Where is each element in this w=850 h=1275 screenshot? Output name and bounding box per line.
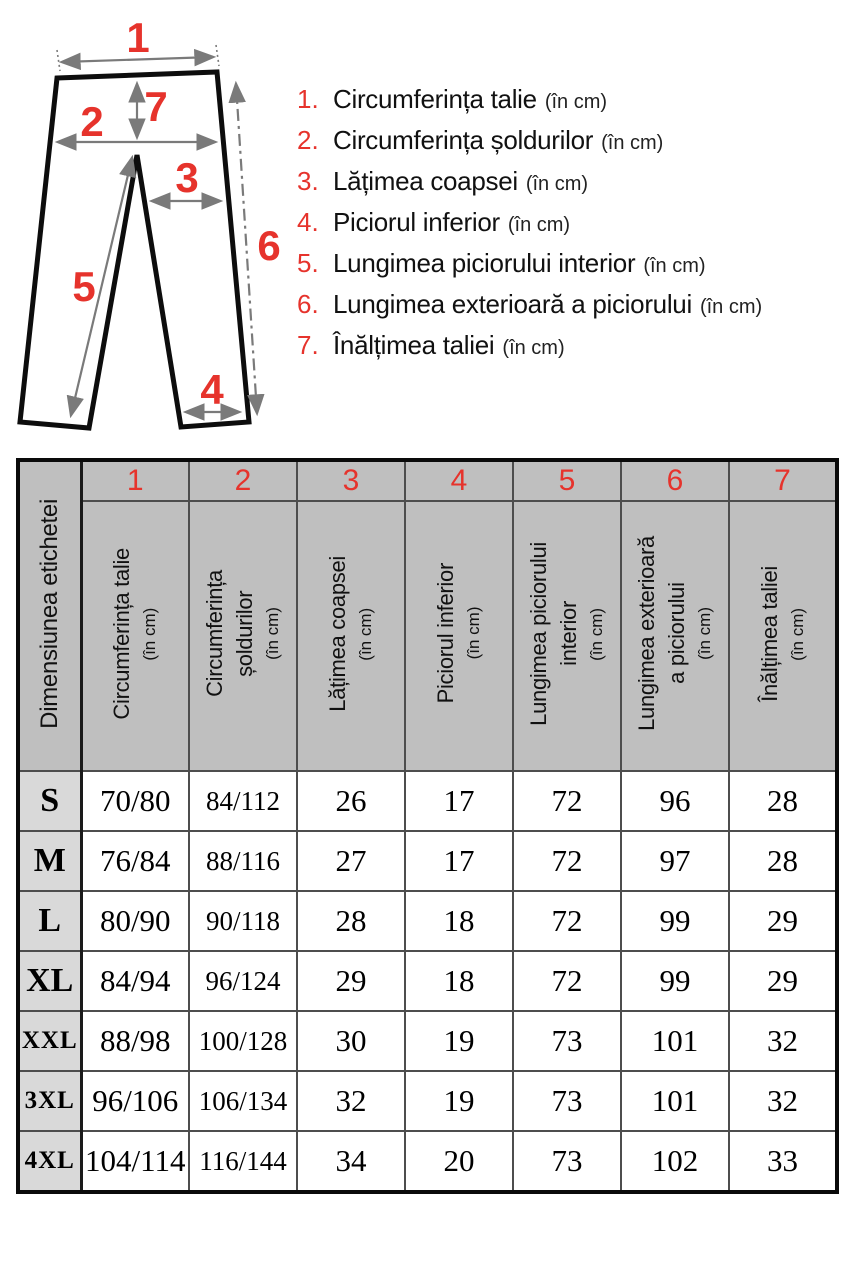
value-cell: 97 <box>621 831 729 891</box>
column-header-cell <box>297 501 405 771</box>
column-number-cell <box>297 460 405 501</box>
value-cell: 88/116 <box>189 831 297 891</box>
measurement-legend <box>297 84 845 371</box>
table-row <box>18 891 837 951</box>
legend-item-7 <box>297 330 845 371</box>
value-cell: 90/118 <box>189 891 297 951</box>
value-cell: 26 <box>297 771 405 831</box>
column-header-cell <box>729 501 837 771</box>
diagram-label-4: 4 <box>200 366 224 413</box>
value-cell: 20 <box>405 1131 513 1192</box>
value-cell: 96/106 <box>81 1071 189 1131</box>
value-cell: 104/114 <box>81 1131 189 1192</box>
column-header-line: interior <box>556 601 581 666</box>
legend-unit: (în cm) <box>699 296 763 318</box>
value-cell: 17 <box>405 771 513 831</box>
column-number-cell <box>621 460 729 501</box>
column-header-cell <box>189 501 297 771</box>
column-number-cell <box>81 460 189 501</box>
legend-item-5 <box>297 248 845 289</box>
diagram-label-1: 1 <box>126 14 150 61</box>
diagram-label-6: 6 <box>257 222 281 269</box>
value-cell: 116/144 <box>189 1131 297 1192</box>
legend-item-2 <box>297 125 845 166</box>
column-number: 5 <box>558 464 576 497</box>
legend-label: Piciorul inferior <box>333 207 500 237</box>
value-cell: 30 <box>297 1011 405 1071</box>
value-cell: 101 <box>621 1011 729 1071</box>
value-cell: 32 <box>297 1071 405 1131</box>
column-header-unit: (în cm) <box>140 607 160 660</box>
value-cell: 88/98 <box>81 1011 189 1071</box>
table-row <box>18 1071 837 1131</box>
diagram-label-5: 5 <box>72 263 96 310</box>
size-table <box>16 458 839 1194</box>
value-cell: 28 <box>729 831 837 891</box>
column-number: 4 <box>450 464 468 497</box>
value-cell: 80/90 <box>81 891 189 951</box>
value-cell: 29 <box>297 951 405 1011</box>
column-header-cell <box>513 501 621 771</box>
table-row <box>18 1131 837 1192</box>
legend-item-6 <box>297 289 845 330</box>
value-cell: 100/128 <box>189 1011 297 1071</box>
value-cell: 73 <box>513 1131 621 1192</box>
column-header-text <box>524 542 610 726</box>
value-cell: 101 <box>621 1071 729 1131</box>
legend-number: 2. <box>297 125 319 155</box>
value-cell: 96 <box>621 771 729 831</box>
table-header-row <box>18 501 837 771</box>
value-cell: 28 <box>297 891 405 951</box>
table-corner-cell <box>18 460 81 771</box>
column-header-text <box>431 563 487 703</box>
table-row <box>18 1011 837 1071</box>
column-number: 7 <box>774 464 791 497</box>
column-number: 6 <box>666 464 684 497</box>
value-cell: 19 <box>405 1071 513 1131</box>
size-label: 3XL <box>18 1071 81 1131</box>
column-header-line: Înălțimea taliei <box>756 565 782 702</box>
value-cell: 99 <box>621 891 729 951</box>
legend-item-4 <box>297 207 845 248</box>
value-cell: 96/124 <box>189 951 297 1011</box>
size-label: 4XL <box>18 1131 81 1192</box>
legend-unit: (în cm) <box>643 255 706 277</box>
value-cell: 17 <box>405 831 513 891</box>
value-cell: 32 <box>729 1011 837 1071</box>
pants-diagram <box>0 8 300 453</box>
column-header-line: Circumferința <box>202 570 227 697</box>
table-row <box>18 951 837 1011</box>
legend-label: Circumferința talie <box>333 84 537 114</box>
legend-item-3 <box>297 166 845 207</box>
legend-unit: (în cm) <box>544 91 608 113</box>
column-header-text <box>323 556 379 712</box>
legend-unit: (în cm) <box>601 132 664 154</box>
column-header-text <box>632 536 718 731</box>
legend-label: Lungimea exterioară a piciorului <box>333 289 692 319</box>
value-cell: 33 <box>729 1131 837 1192</box>
legend-unit: (în cm) <box>525 173 589 195</box>
table-row <box>18 831 837 891</box>
legend-number: 5. <box>297 248 319 278</box>
legend-label: Înălțimea taliei <box>333 330 495 360</box>
column-number-cell <box>513 460 621 501</box>
column-number-cell <box>729 460 837 501</box>
legend-number: 1. <box>297 84 319 114</box>
column-number: 3 <box>342 464 360 497</box>
diagram-label-3: 3 <box>175 154 199 201</box>
column-header-unit: (în cm) <box>787 607 807 660</box>
size-label: XXL <box>18 1011 81 1071</box>
legend-item-1 <box>297 84 845 125</box>
value-cell: 84/94 <box>81 951 189 1011</box>
value-cell: 106/134 <box>189 1071 297 1131</box>
value-cell: 73 <box>513 1011 621 1071</box>
column-header-line: Lungimea piciorului <box>526 541 551 726</box>
tick-right <box>216 45 219 66</box>
value-cell: 72 <box>513 951 621 1011</box>
value-cell: 27 <box>297 831 405 891</box>
size-label: L <box>18 891 81 951</box>
value-cell: 72 <box>513 891 621 951</box>
column-header-text <box>755 566 811 702</box>
value-cell: 72 <box>513 831 621 891</box>
diagram-label-7: 7 <box>144 83 168 130</box>
column-header-unit: (în cm) <box>356 607 375 660</box>
table-corner-header: Dimensiunea etichetei <box>35 498 63 729</box>
legend-number: 7. <box>297 330 319 360</box>
column-number-cell <box>405 460 513 501</box>
value-cell: 29 <box>729 891 837 951</box>
value-cell: 34 <box>297 1131 405 1192</box>
value-cell: 70/80 <box>81 771 189 831</box>
legend-label: Lățimea coapsei <box>333 166 518 196</box>
value-cell: 19 <box>405 1011 513 1071</box>
legend-number: 3. <box>297 166 319 196</box>
legend-unit: (în cm) <box>502 337 565 359</box>
legend-unit: (în cm) <box>507 214 571 236</box>
tick-left <box>57 50 60 71</box>
column-header-line: Lățimea coapsei <box>325 555 350 712</box>
column-header-unit: (în cm) <box>587 607 606 660</box>
size-label: M <box>18 831 81 891</box>
column-header-line: Circumferința talie <box>109 547 135 720</box>
column-header-text <box>107 548 163 720</box>
value-cell: 73 <box>513 1071 621 1131</box>
column-header-line: Lungimea exterioară <box>634 536 659 731</box>
legend-label: Lungimea piciorului interior <box>333 248 636 278</box>
diagram-label-2: 2 <box>80 98 104 145</box>
column-header-cell <box>81 501 189 771</box>
column-header-line: șoldurilor <box>232 590 257 677</box>
legend-number: 4. <box>297 207 319 237</box>
column-number: 1 <box>126 464 144 497</box>
size-label: S <box>18 771 81 831</box>
value-cell: 32 <box>729 1071 837 1131</box>
column-header-unit: (în cm) <box>263 607 282 660</box>
legend-label: Circumferința șoldurilor <box>333 125 594 155</box>
value-cell: 18 <box>405 891 513 951</box>
value-cell: 102 <box>621 1131 729 1192</box>
column-header-text <box>200 570 286 697</box>
legend-number: 6. <box>297 289 319 319</box>
value-cell: 76/84 <box>81 831 189 891</box>
size-label: XL <box>18 951 81 1011</box>
column-header-cell <box>405 501 513 771</box>
value-cell: 28 <box>729 771 837 831</box>
column-number: 2 <box>234 464 252 497</box>
column-header-unit: (în cm) <box>695 607 714 660</box>
value-cell: 99 <box>621 951 729 1011</box>
column-header-cell <box>621 501 729 771</box>
value-cell: 18 <box>405 951 513 1011</box>
value-cell: 29 <box>729 951 837 1011</box>
value-cell: 84/112 <box>189 771 297 831</box>
column-header-line: a piciorului <box>664 582 689 685</box>
column-header-line: Piciorul inferior <box>433 563 458 704</box>
value-cell: 72 <box>513 771 621 831</box>
table-row <box>18 771 837 831</box>
table-number-row <box>18 460 837 501</box>
column-header-unit: (în cm) <box>464 607 483 660</box>
column-number-cell <box>189 460 297 501</box>
